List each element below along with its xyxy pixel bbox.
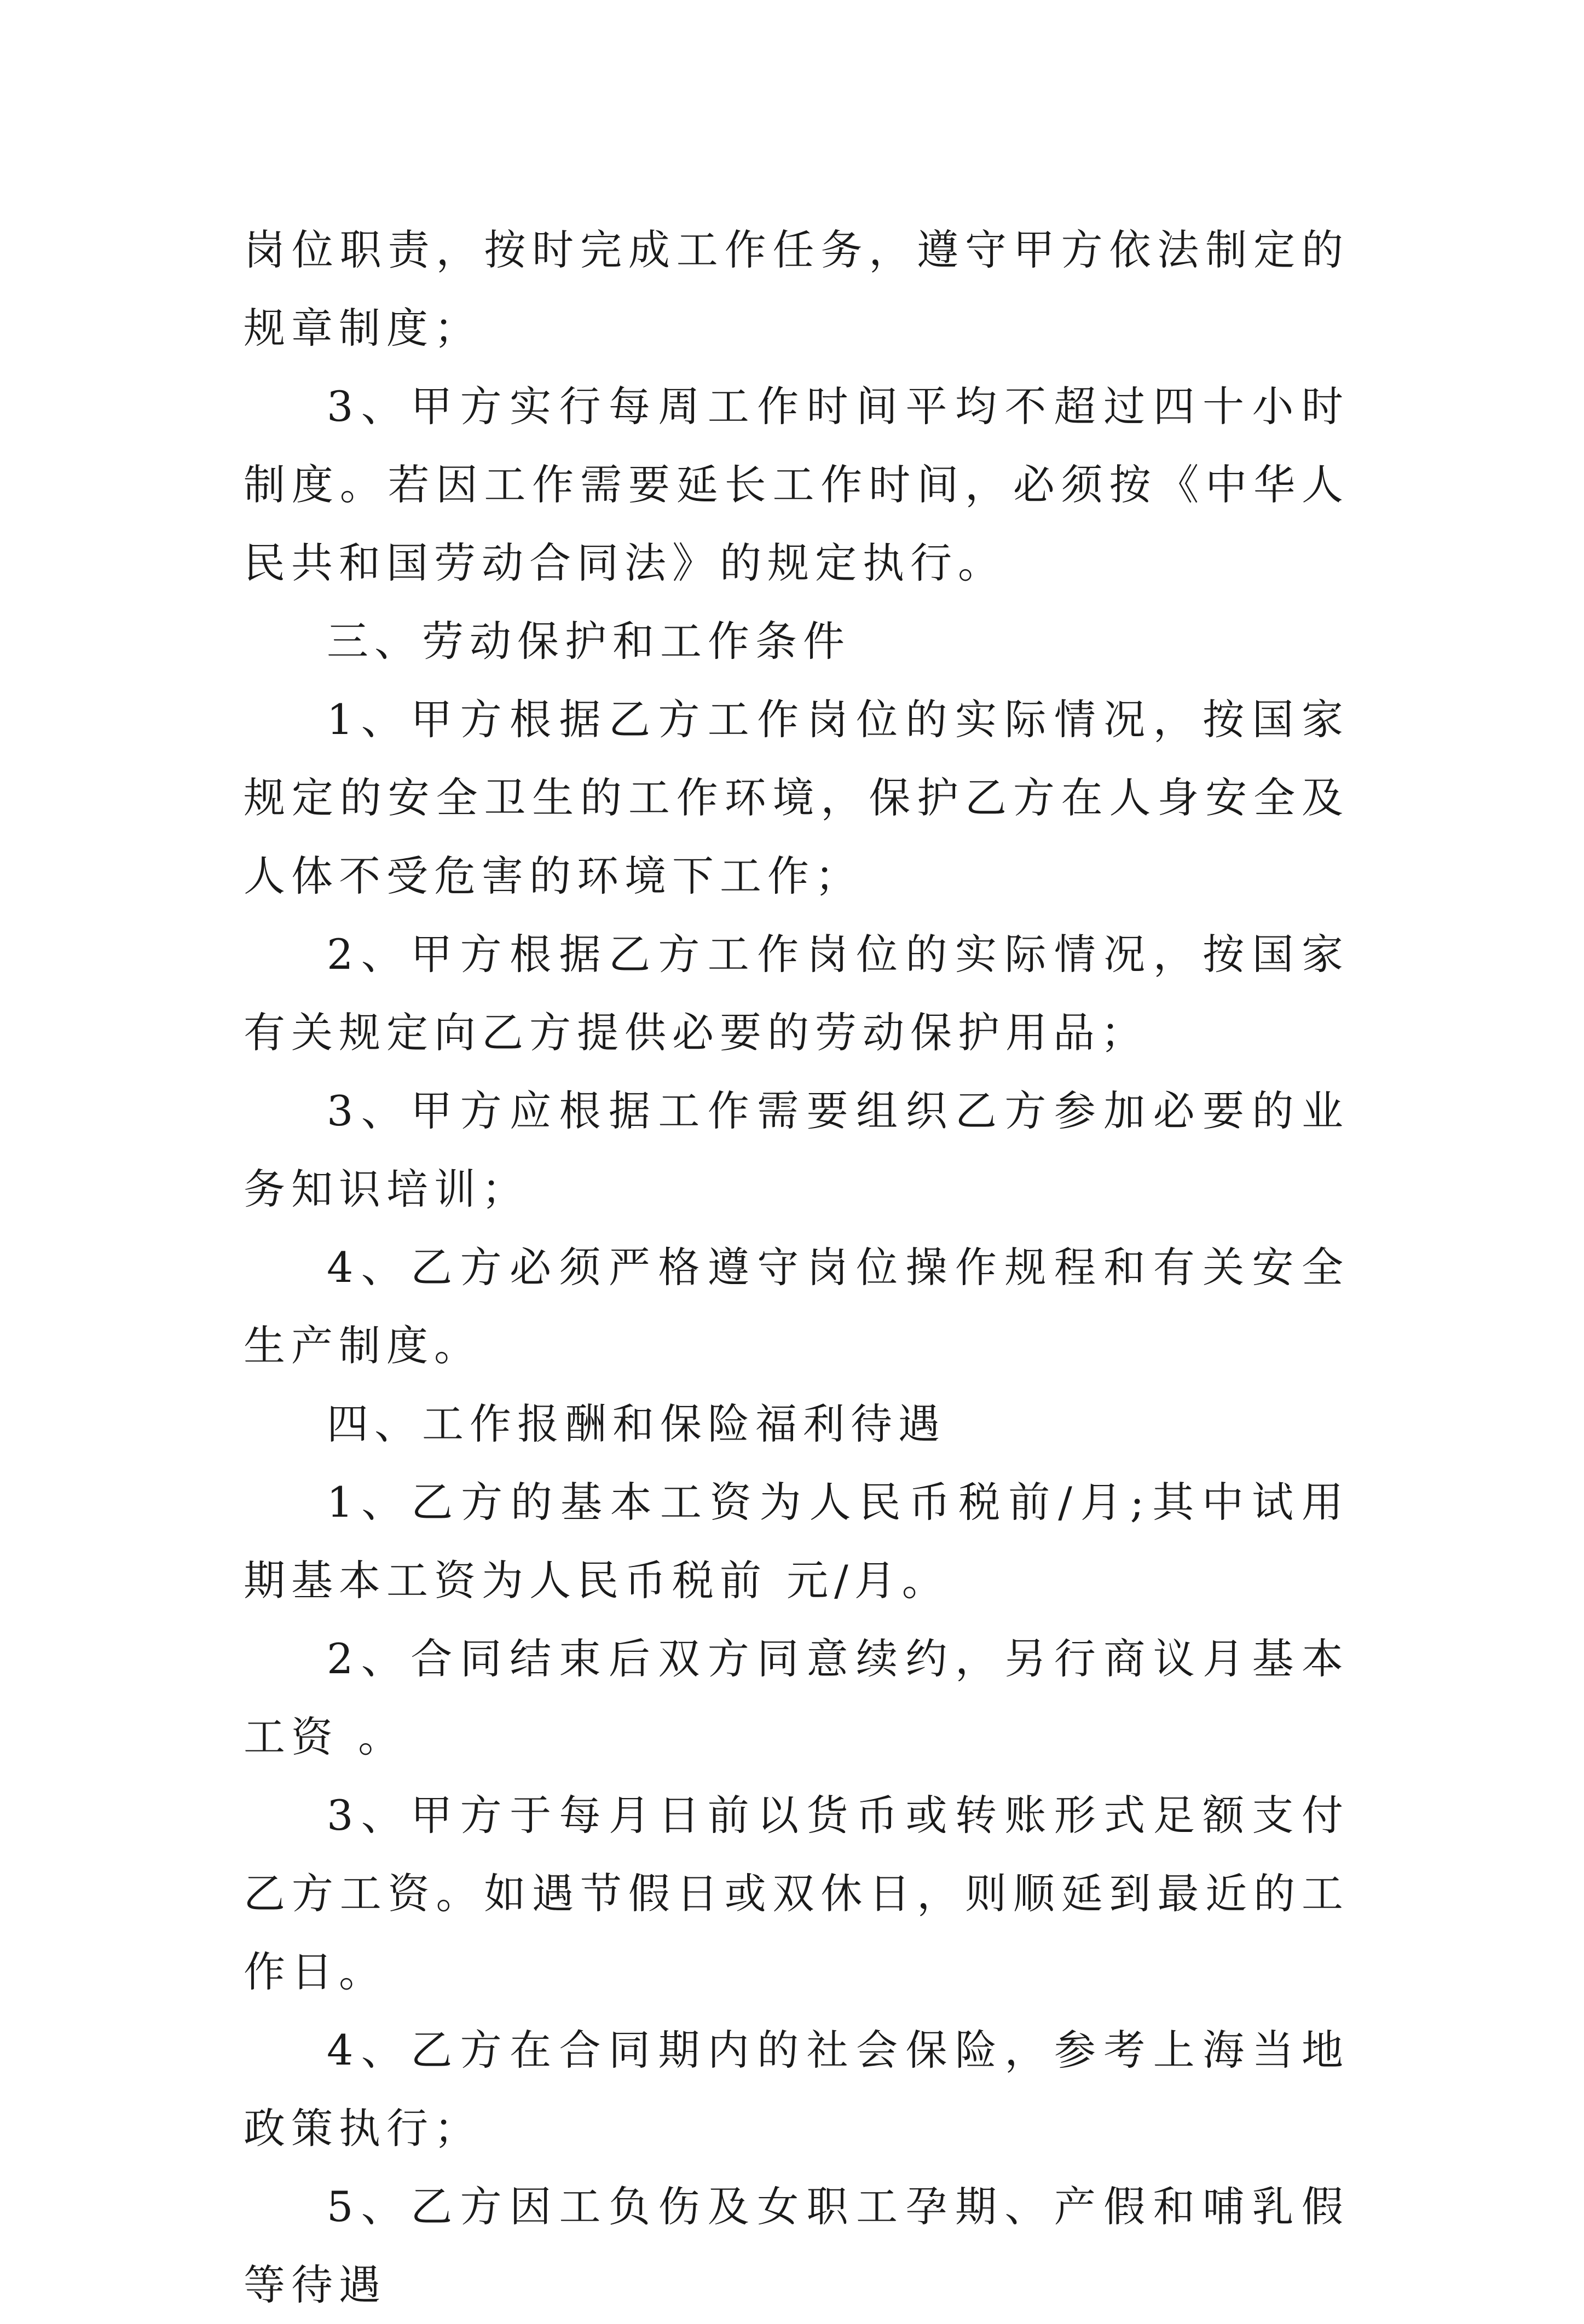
paragraph-6: 3、甲方应根据工作需要组织乙方参加必要的业务知识培训；	[244, 1086, 1349, 1213]
section-heading-4: 四、工作报酬和保险福利待遇	[327, 1400, 946, 1448]
paragraph-9: 1、乙方的基本工资为人民币税前/月;其中试用期基本工资为人民币税前 元/月。	[244, 1478, 1349, 1605]
paragraph-2: 3、甲方实行每周工作时间平均不超过四十小时制度。若因工作需要延长工作时间，必须按《中华人民共和国劳动合同法》的规定执行。	[244, 382, 1349, 587]
section-heading-3: 三、劳动保护和工作条件	[327, 617, 851, 666]
paragraph-12: 4、乙方在合同期内的社会保险，参考上海当地政策执行；	[244, 2026, 1349, 2153]
paragraph-13: 5、乙方因工负伤及女职工孕期、产假和哺乳假等待遇	[244, 2182, 1349, 2309]
document-body	[244, 211, 1349, 2324]
paragraph-4: 1、甲方根据乙方工作岗位的实际情况，按国家规定的安全卫生的工作环境，保护乙方在人身安全及人体不受危害的环境下工作；	[244, 695, 1349, 900]
paragraph-1: 岗位职责，按时完成工作任务，遵守甲方依法制定的规章制度；	[244, 226, 1349, 352]
paragraph-10: 2、合同结束后双方同意续约，另行商议月基本工资 。	[244, 1634, 1349, 1761]
paragraph-5: 2、甲方根据乙方工作岗位的实际情况，按国家有关规定向乙方提供必要的劳动保护用品；	[244, 930, 1349, 1057]
paragraph-7: 4、乙方必须严格遵守岗位操作规程和有关安全生产制度。	[244, 1243, 1349, 1370]
paragraph-11: 3、甲方于每月日前以货币或转账形式足额支付乙方工资。如遇节假日或双休日，则顺延到最近的工作日。	[244, 1791, 1349, 1996]
